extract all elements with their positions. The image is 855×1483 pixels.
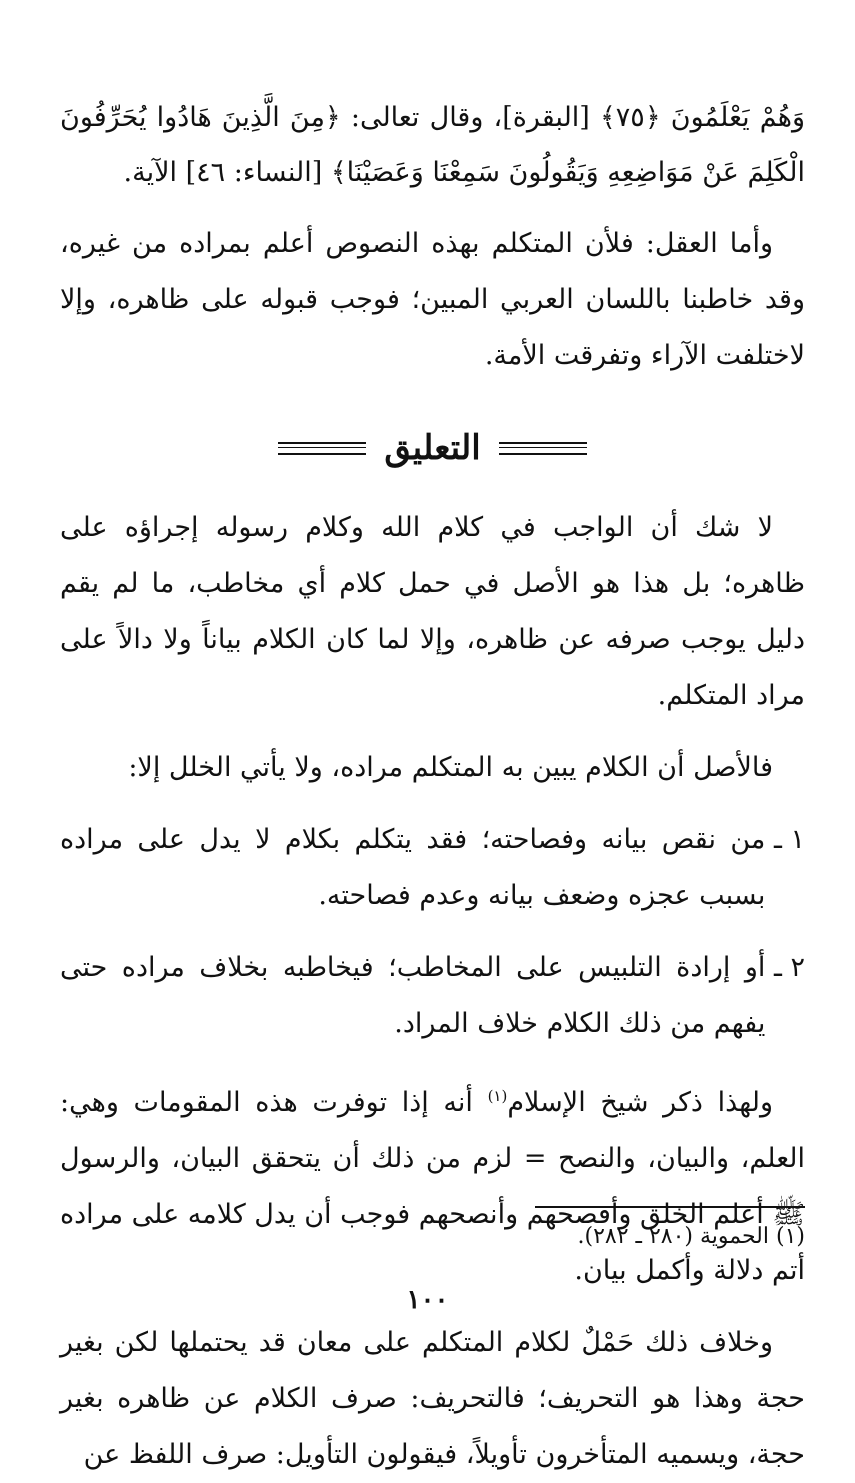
- section-heading: التعليق: [384, 428, 481, 468]
- heading-rule-left: [278, 442, 366, 455]
- quran-continuation-paragraph: وَهُمْ يَعْلَمُونَ ﴿٧٥﴾ [البقرة]، وقال تعالى: ﴿مِنَ الَّذِينَ هَادُوا يُحَرِّفُونَ الْكَلِمَ عَنْ مَوَاضِعِهِ وَيَقُولُونَ سَمِعْنَا وَعَصَيْنَا﴾ [النساء: ٤٦] الآية.: [60, 102, 805, 188]
- section-heading-row: [60, 418, 805, 478]
- page-number: ١٠٠: [406, 1285, 449, 1315]
- list-item: [60, 940, 805, 1052]
- paragraph-text-end: أنه إذا توفرت هذه المقومات وهي: العلم، والبيان، والنصح = لزم من ذلك أن يتحقق البيان، والرسول ﷺ أعلم الخلق وأفصحهم وأنصحهم فوجب أن يدل كلامه على مراده أتم دلالة وأكمل بيان.: [60, 1087, 805, 1286]
- footnote: (١) الحموية (٢٨٠ ـ ٢٨٢).: [577, 1224, 805, 1249]
- reason-paragraph: وأما العقل: فلأن المتكلم بهذه النصوص أعلم بمراده من غيره، وقد خاطبنا باللسان العربي المبين؛ فوجب قبوله على ظاهره، وإلا لاختلفت الآراء وتفرقت الأمة.: [60, 228, 805, 371]
- footnote-separator: [535, 1206, 805, 1208]
- list-text: من نقص بيانه وفصاحته؛ فقد يتكلم بكلام لا يدل على مراده بسبب عجزه وضعف بيانه وعدم فصاحته.: [60, 824, 766, 911]
- commentary-paragraph-2: فالأصل أن الكلام يبين به المتكلم مراده، ولا يأتي الخلل إلا:: [128, 752, 773, 783]
- list-item: [60, 812, 805, 924]
- paragraph-text-start: ولهذا ذكر شيخ الإسلام: [507, 1087, 773, 1118]
- list-number: ٢ ـ: [765, 952, 805, 983]
- list-number: ١ ـ: [765, 824, 805, 855]
- heading-rule-right: [499, 442, 587, 455]
- list-text: أو إرادة التلبيس على المخاطب؛ فيخاطبه بخلاف مراده حتى يفهم من ذلك الكلام خلاف المراد.: [60, 952, 766, 1039]
- commentary-paragraph-3: [60, 1068, 805, 1299]
- commentary-paragraph-1: لا شك أن الواجب في كلام الله وكلام رسوله إجراؤه على ظاهره؛ بل هذا هو الأصل في حمل كلام أي مخاطب، ما لم يقم دليل يوجب صرفه عن ظاهره، وإلا لما كان الكلام بياناً ولا دالاً على مراد المتكلم.: [60, 512, 805, 711]
- footnote-marker: (١): [487, 1087, 508, 1105]
- commentary-paragraph-4: وخلاف ذلك حَمْلٌ لكلام المتكلم على معان قد يحتملها لكن بغير حجة وهذا هو التحريف؛ فالتحريف: صرف الكلام عن ظاهره بغير حجة، ويسميه المتأخرون تأويلاً، فيقولون التأويل: صرف اللفظ عن: [60, 1327, 805, 1470]
- page-body: [60, 90, 805, 1483]
